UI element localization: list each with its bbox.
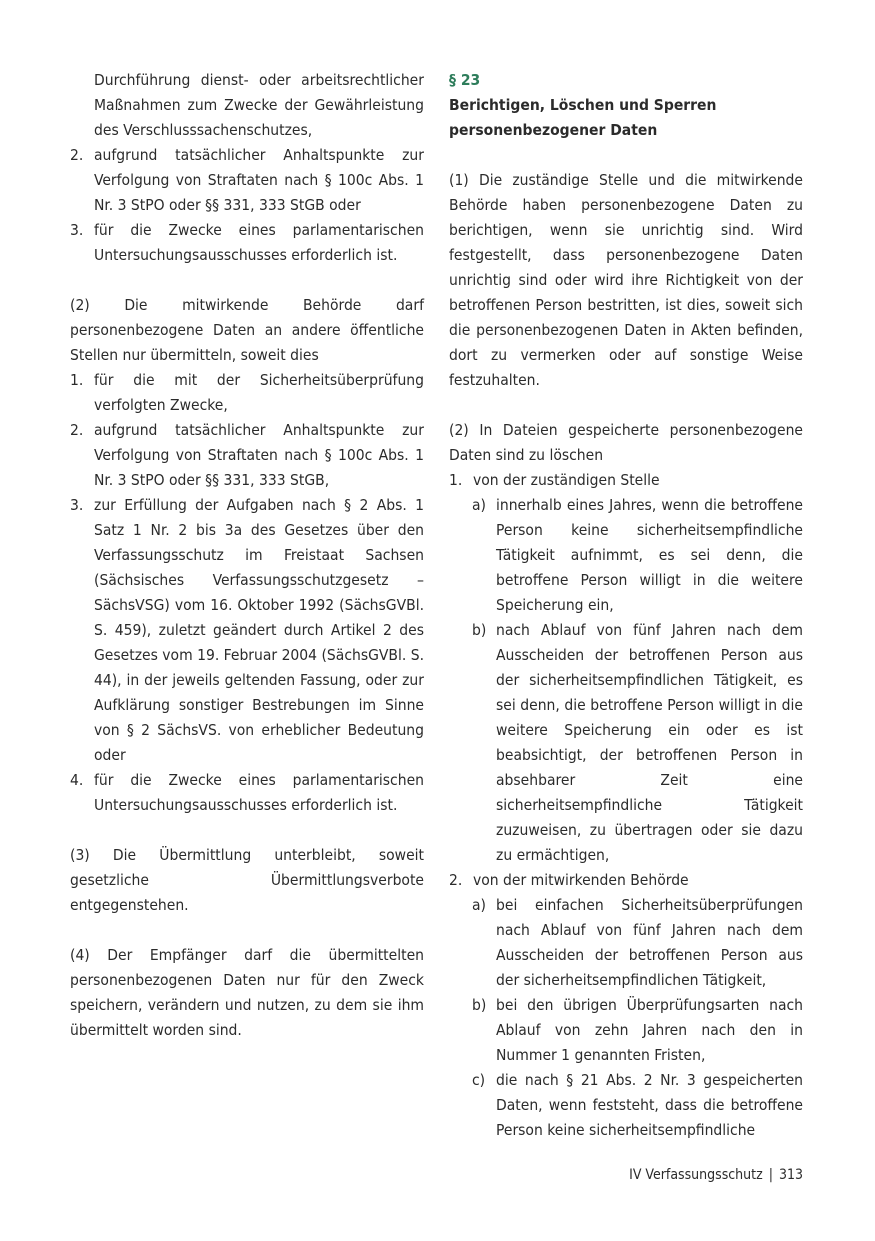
list-item xyxy=(70,493,424,768)
section-title: Berichtigen, Löschen und Sperren personenbezogener Daten xyxy=(449,96,717,139)
list-item-number: 2. xyxy=(70,421,84,439)
list-item-number: 3. xyxy=(70,496,84,514)
footer-separator: | xyxy=(768,1167,773,1183)
paragraph-gap xyxy=(449,393,803,418)
list-item-text: zur Erfüllung der Aufgaben nach § 2 Abs. 1 Satz 1 Nr. 2 bis 3a des Gesetzes über den Verfassungsschutz im Freistaat Sachsen (Sächsisches Verfassungsschutzgesetz – SächsVSG) vom 16. Oktober 1992 (SächsGVBl. S. 459), zuletzt geändert durch Artikel 2 des Gesetzes vom 19. Februar 2004 (SächsGVBl. S. 44), in der jeweils geltenden Fassung, oder zur Aufklärung sonstiger Bestrebungen im Sinne von § 2 SächsVS. von erheblicher Bedeutung oder xyxy=(94,496,425,764)
list-item-text: aufgrund tatsächlicher Anhaltspunkte zur Verfolgung von Straftaten nach § 100c Abs. 1 Nr. 3 StPO oder §§ 331, 333 StGB oder xyxy=(94,146,424,214)
list-item-number: 1. xyxy=(70,371,84,389)
list-item-text: von der mitwirkenden Behörde xyxy=(473,871,689,889)
paragraph-2-intro: (2) In Dateien gespeicherte personenbezogene Daten sind zu löschen xyxy=(449,421,803,464)
list-item xyxy=(70,768,424,818)
sub-list-item-letter: a) xyxy=(472,896,486,914)
list-item-text: für die Zwecke eines parlamentarischen Untersuchungsausschusses erforderlich ist. xyxy=(94,771,424,814)
right-column xyxy=(449,68,803,1143)
sub-list-item xyxy=(449,493,803,618)
chapter-label: IV Verfassungsschutz xyxy=(629,1167,763,1183)
sub-list-item xyxy=(449,893,803,993)
sub-list-item-text: die nach § 21 Abs. 2 Nr. 3 gespeicherten Daten, wenn feststeht, dass die betroffene Person keine sicherheitsempfindliche xyxy=(496,1071,803,1139)
paragraph-1: (1) Die zuständige Stelle und die mitwirkende Behörde haben personenbezogene Daten zu berichtigen, wenn sie unrichtig sind. Wird festgestellt, dass personenbezogene Daten unrichtig sind oder wird ihre Richtigkeit von der betroffenen Person bestritten, ist dies, soweit sich die personenbezogenen Daten in Akten befinden, dort zu vermerken oder auf sonstige Weise festzuhalten. xyxy=(449,171,803,389)
sub-list-item xyxy=(449,993,803,1068)
page-footer xyxy=(629,1167,803,1183)
sub-list-item-letter: b) xyxy=(472,621,487,639)
list-item-number: 4. xyxy=(70,771,84,789)
sub-list-item-text: nach Ablauf von fünf Jahren nach dem Ausscheiden der betroffenen Person aus der sicherheitsempfindlichen Tätigkeit, es sei denn, die betroffene Person willigt in die weitere Speicherung ein oder es ist beabsichtigt, der betroffenen Person in absehbarer Zeit eine sicherheitsempfindliche Tätigkeit zuzuweisen, zu übertragen oder sie dazu zu ermächtigen, xyxy=(496,621,803,864)
list-item-number: 2. xyxy=(70,146,84,164)
list-item-text: von der zuständigen Stelle xyxy=(473,471,660,489)
sub-list-item-letter: c) xyxy=(472,1071,486,1089)
list-item xyxy=(449,468,803,493)
sub-list-item-text: bei einfachen Sicherheitsüberprüfungen nach Ablauf von fünf Jahren nach dem Ausscheiden der betroffenen Person aus der sicherheitsempfindlichen Tätigkeit, xyxy=(496,896,803,989)
list-item-number: 3. xyxy=(70,221,84,239)
sub-list-item xyxy=(449,1068,803,1143)
sub-list-item-letter: b) xyxy=(472,996,487,1014)
list-item-number: 2. xyxy=(449,871,463,889)
list-item-number: 1. xyxy=(449,471,463,489)
list-item-text: aufgrund tatsächlicher Anhaltspunkte zur Verfolgung von Straftaten nach § 100c Abs. 1 Nr. 3 StPO oder §§ 331, 333 StGB, xyxy=(94,421,424,489)
sub-list-item-letter: a) xyxy=(472,496,486,514)
list-item-text: für die Zwecke eines parlamentarischen Untersuchungsausschusses erforderlich ist. xyxy=(94,221,424,264)
page-number: 313 xyxy=(778,1167,803,1183)
paragraph-gap xyxy=(70,268,424,293)
paragraph-gap xyxy=(70,818,424,843)
paragraph-3: (3) Die Übermittlung unterbleibt, soweit gesetzliche Übermittlungsverbote entgegenstehen. xyxy=(70,846,424,914)
list-item-text: für die mit der Sicherheitsüberprüfung verfolgten Zwecke, xyxy=(94,371,424,414)
sub-list-item-text: bei den übrigen Überprüfungsarten nach Ablauf von zehn Jahren nach den in Nummer 1 genannten Fristen, xyxy=(496,996,803,1064)
left-column xyxy=(70,68,424,1043)
list-item xyxy=(70,418,424,493)
list-item xyxy=(70,368,424,418)
paragraph-gap xyxy=(449,143,803,168)
list-item xyxy=(70,143,424,218)
paragraph-2-intro: (2) Die mitwirkende Behörde darf personenbezogene Daten an andere öffentliche Stellen nur übermitteln, soweit dies xyxy=(70,296,424,364)
section-number: § 23 xyxy=(449,71,481,89)
list-item xyxy=(70,218,424,268)
continued-item-text: Durchführung dienst- oder arbeitsrechtlicher Maßnahmen zum Zwecke der Gewährleistung des Verschlusssachenschutzes, xyxy=(94,71,424,139)
sub-list-item xyxy=(449,618,803,868)
sub-list-item-text: innerhalb eines Jahres, wenn die betroffene Person keine sicherheitsempfindliche Tätigkeit aufnimmt, es sei denn, die betroffene Person willigt in die weitere Speicherung ein, xyxy=(496,496,803,614)
paragraph-4: (4) Der Empfänger darf die übermittelten personenbezogenen Daten nur für den Zweck speichern, verändern und nutzen, zu dem sie ihm übermittelt worden sind. xyxy=(70,946,424,1039)
list-item xyxy=(449,868,803,893)
paragraph-gap xyxy=(70,918,424,943)
